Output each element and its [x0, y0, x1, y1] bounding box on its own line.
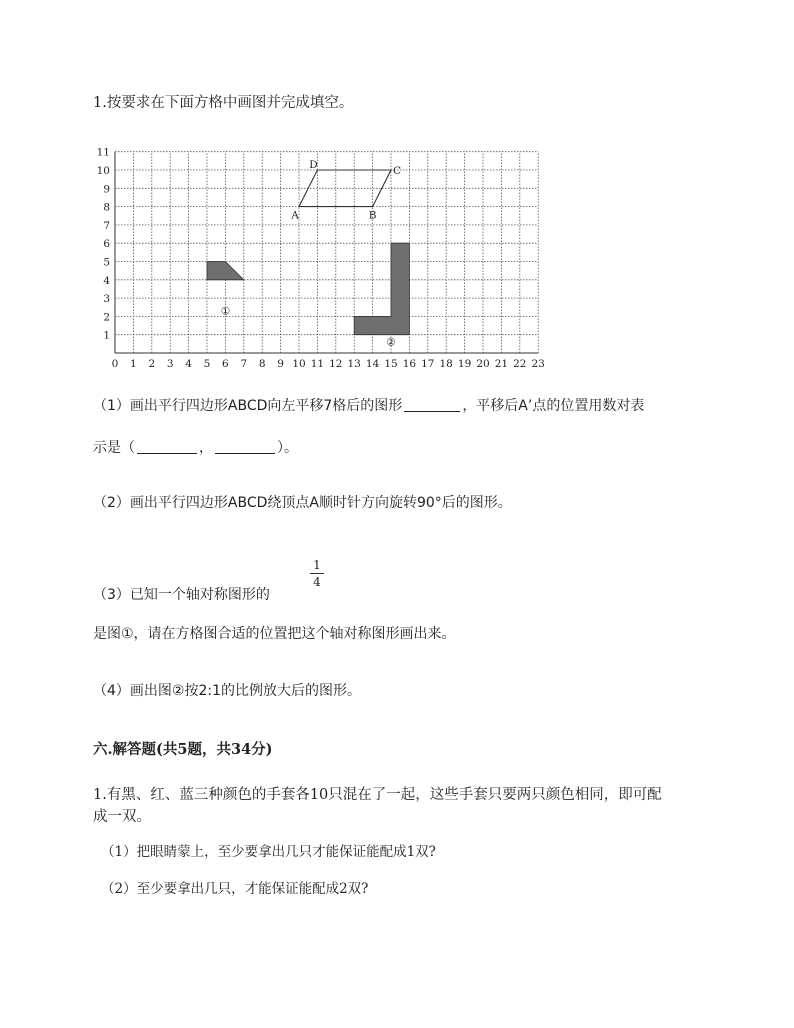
point-label-d: D — [309, 159, 318, 171]
y-tick-label: 11 — [96, 146, 110, 159]
point-label-b: B — [368, 209, 377, 222]
x-tick-label: 6 — [222, 358, 229, 368]
x-tick-label: 12 — [329, 358, 343, 368]
y-tick-label: 7 — [103, 219, 110, 232]
x-tick-label: 9 — [277, 358, 284, 368]
x-tick-label: 23 — [531, 358, 545, 368]
question-1-text-a: （1）画出平行四边形ABCD向左平移7格后的图形 — [93, 398, 403, 414]
x-tick-label: 8 — [258, 358, 266, 368]
x-tick-label: 18 — [439, 358, 453, 368]
question-1-line-2 — [93, 439, 298, 457]
shape-2-label: ② — [386, 336, 396, 349]
question-1-line — [93, 397, 644, 415]
x-tick-label: 15 — [384, 358, 398, 368]
question-1-text-c: 示是（ — [93, 440, 135, 456]
x-tick-label: 10 — [292, 358, 306, 368]
grid-lines — [115, 152, 538, 353]
x-tick-label: 11 — [310, 358, 325, 368]
y-tick-label: 1 — [103, 329, 110, 342]
question-4: （4）画出图②按2:1的比例放大后的图形。 — [93, 683, 361, 699]
problem-6-1-line-2: 成一双。 — [93, 809, 151, 825]
fraction-numerator: 1 — [313, 558, 321, 572]
point-label-c: C — [392, 165, 402, 177]
y-tick-label: 2 — [103, 311, 110, 324]
shape-1-trapezoid — [207, 262, 244, 280]
question-1-text-b: ，平移后A’点的位置用数对表 — [462, 398, 645, 414]
x-tick-label: 17 — [421, 358, 435, 368]
question-1-close: ）。 — [277, 440, 298, 456]
y-tick-label: 6 — [103, 238, 110, 251]
problem-6-1-sub-2: （2）至少要拿出几只，才能保证能配成2双? — [101, 881, 369, 897]
coordinate-grid — [93, 128, 563, 368]
section-6-heading: 六.解答题(共5题，共34分) — [93, 741, 273, 758]
x-tick-label: 21 — [494, 358, 509, 368]
x-tick-label: 13 — [347, 358, 361, 368]
answer-blank-y[interactable] — [215, 439, 275, 454]
shape-1-label: ① — [220, 305, 231, 318]
x-tick-label: 3 — [166, 358, 174, 368]
y-tick-label: 4 — [103, 274, 110, 287]
x-tick-label: 14 — [365, 358, 380, 368]
x-tick-label: 1 — [130, 358, 137, 368]
x-tick-label: 22 — [513, 358, 527, 368]
y-tick-label: 10 — [96, 165, 110, 177]
question-3-line-2: 是图①，请在方格图合适的位置把这个轴对称图形画出来。 — [93, 626, 456, 642]
fraction-denominator: 4 — [313, 575, 321, 589]
x-tick-label: 0 — [111, 358, 119, 368]
y-tick-label: 9 — [103, 183, 110, 196]
y-tick-label: 8 — [103, 201, 110, 214]
problem-6-1-sub-1: （1）把眼睛蒙上，至少要拿出几只才能保证能配成1双? — [101, 844, 436, 860]
x-tick-label: 20 — [476, 358, 490, 368]
x-tick-label: 5 — [203, 358, 211, 368]
x-tick-label: 7 — [240, 358, 248, 368]
problem-6-1-line-1: 1.有黑、红、蓝三种颜色的手套各10只混在了一起，这些手套只要两只颜色相同，即可配 — [93, 787, 662, 803]
answer-blank-1[interactable] — [404, 397, 460, 412]
y-tick-label: 3 — [103, 293, 110, 306]
grid-shapes — [207, 170, 409, 335]
x-tick-label: 4 — [185, 358, 192, 368]
problem1-title: 1.按要求在下面方格中画图并完成填空。 — [93, 95, 354, 111]
point-label-a: A — [291, 209, 299, 222]
fraction-one-quarter — [310, 558, 324, 589]
x-tick-label: 2 — [148, 358, 156, 368]
y-tick-label: 5 — [103, 256, 110, 269]
x-tick-label: 16 — [402, 358, 417, 368]
fraction-bar — [310, 573, 324, 574]
question-3-prefix: （3）已知一个轴对称图形的 — [93, 587, 270, 603]
x-tick-label: 19 — [457, 358, 472, 368]
answer-blank-x[interactable] — [137, 439, 197, 454]
question-2: （2）画出平行四边形ABCD绕顶点A顺时针方向旋转90°后的图形。 — [93, 495, 512, 511]
question-1-comma: ， — [199, 440, 213, 456]
shape-2-l-shape — [354, 243, 409, 335]
